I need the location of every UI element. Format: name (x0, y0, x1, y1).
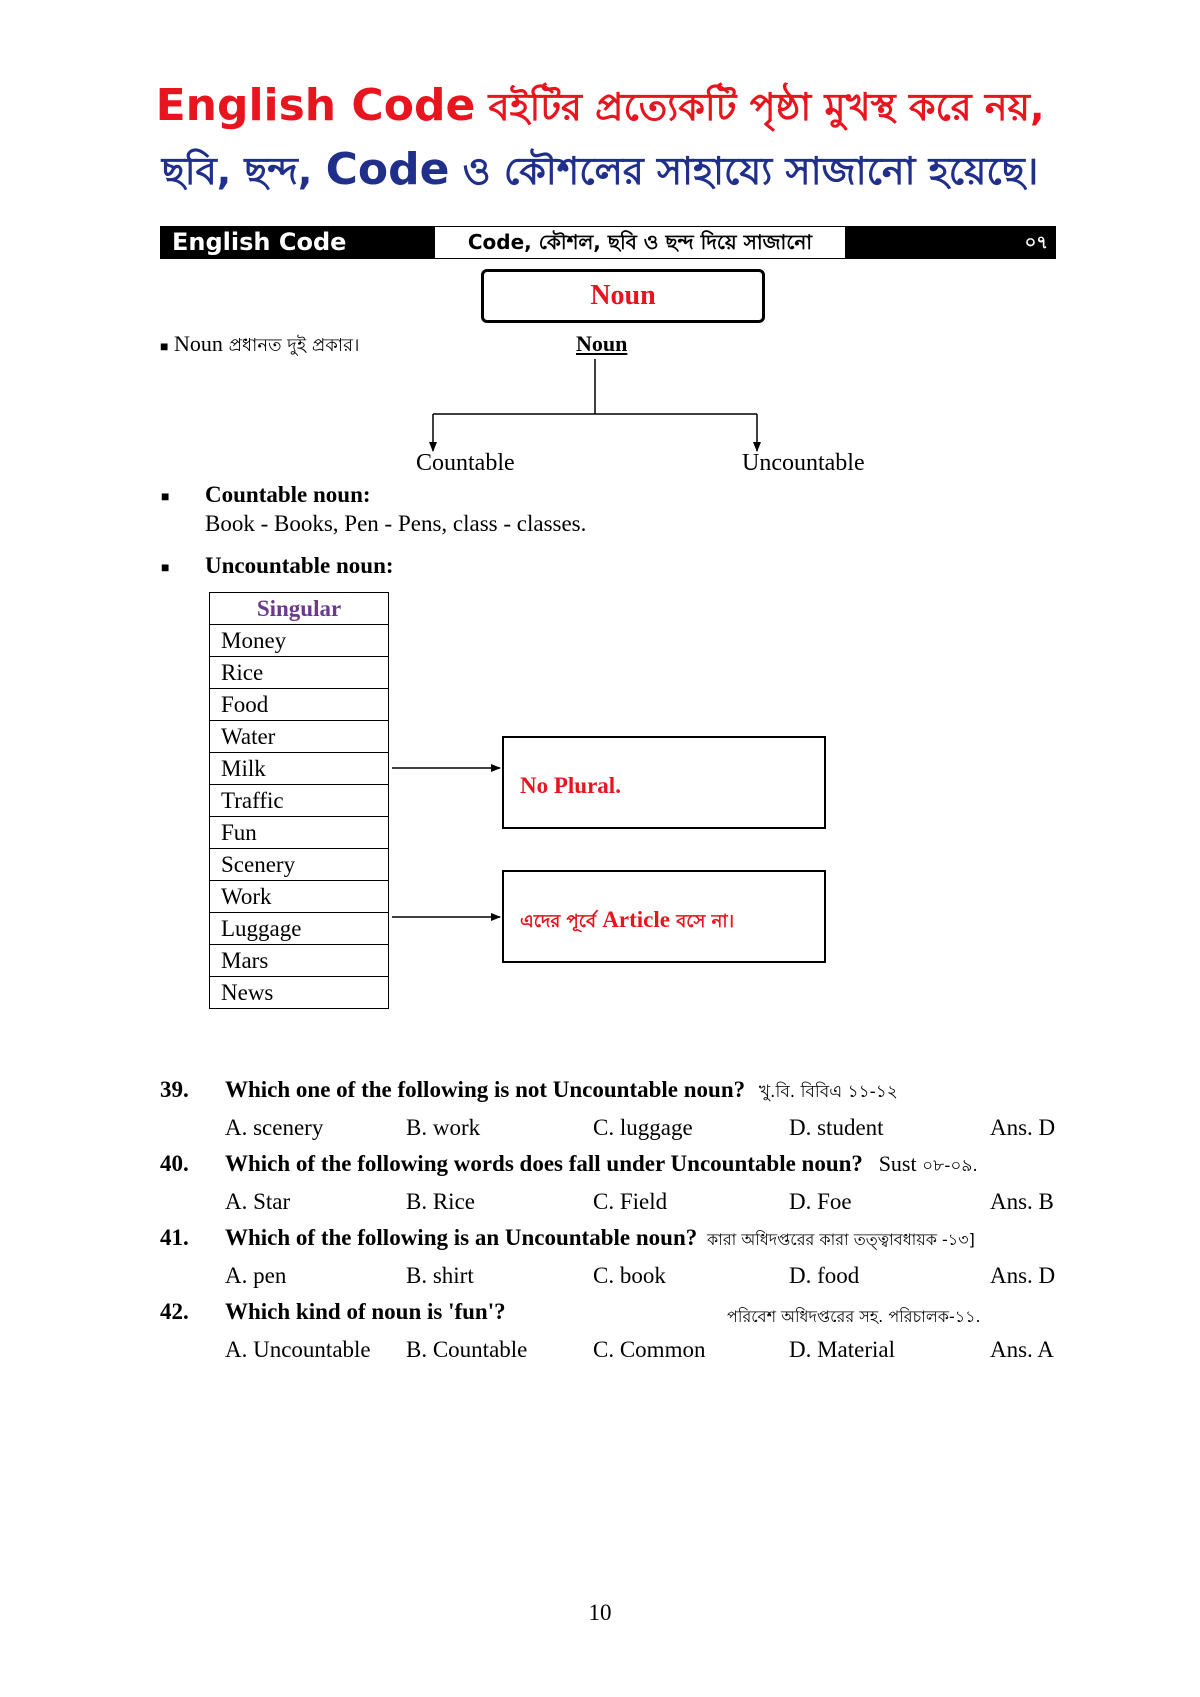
table-row: Food (210, 689, 389, 721)
question-stem: Which one of the following is not Uncountable noun? (225, 1077, 746, 1102)
question-stem: Which of the following is an Uncountable noun? (225, 1225, 698, 1250)
table-row: Traffic (210, 785, 389, 817)
no-article-text (520, 907, 734, 938)
question-stem: Which kind of noun is 'fun'? (225, 1299, 506, 1324)
promo-line2-bengali-b: ও কৌশলের সাহায্যে সাজানো হয়েছে। (449, 149, 1039, 193)
topic-title-box: Noun (481, 269, 765, 323)
banner-book-title: English Code (172, 228, 347, 256)
option-a: A. Uncountable (225, 1337, 371, 1362)
option-c: C. luggage (593, 1115, 693, 1140)
option-c: C. book (593, 1263, 666, 1288)
option-a: A. pen (225, 1263, 287, 1288)
square-bullet-icon: ■ (161, 490, 170, 505)
page-number: 10 (588, 1600, 612, 1625)
table-row: Mars (210, 945, 389, 977)
question-number: 39. (160, 1077, 189, 1102)
question-source: খু.বি. বিবিএ ১১-১২ (758, 1082, 898, 1102)
table-row: Fun (210, 817, 389, 849)
tree-left-label: Countable (416, 450, 515, 476)
table-row: Milk (210, 753, 389, 785)
option-d: D. Foe (789, 1189, 852, 1214)
question-source: কারা অধিদপ্তরের কারা তত্ত্বাবধায়ক -১৩] (706, 1230, 975, 1249)
no-article-bengali-a: এদের পূর্বে (520, 911, 603, 932)
table-row: News (210, 977, 389, 1009)
option-c: C. Field (593, 1189, 668, 1214)
option-b: B. shirt (406, 1263, 474, 1288)
question-text (225, 1299, 506, 1325)
option-d: D. food (789, 1263, 860, 1288)
table-row: Rice (210, 657, 389, 689)
intro-bengali-text: প্রধানত দুই প্রকার। (222, 335, 360, 356)
question-text (225, 1077, 898, 1107)
table-row: Luggage (210, 913, 389, 945)
promo-english-code: English Code (155, 80, 476, 131)
option-d: D. student (789, 1115, 884, 1140)
table-row: Money (210, 625, 389, 657)
countable-heading: Countable noun: (205, 482, 371, 507)
answer: Ans. B (990, 1189, 1054, 1214)
question-number: 42. (160, 1299, 189, 1324)
promo-line1-bengali: বইটির প্রত্যেকটি পৃষ্ঠা মুখস্থ করে নয়, (475, 85, 1045, 129)
countable-examples: Book - Books, Pen - Pens, class - classes. (205, 511, 587, 536)
question-text (225, 1151, 978, 1181)
answer: Ans. D (990, 1263, 1056, 1288)
singular-table-header: Singular (210, 593, 389, 625)
uncountable-heading: Uncountable noun: (205, 553, 394, 578)
table-row: Work (210, 881, 389, 913)
question-source: পরিবেশ অধিদপ্তরের সহ. পরিচালক-১১. (727, 1307, 981, 1326)
banner-subtitle: Code, কৌশল, ছবি ও ছন্দ দিয়ে সাজানো (435, 227, 845, 258)
banner-chapter-number: ০৭ (1024, 232, 1048, 253)
option-b: B. work (406, 1115, 481, 1140)
singular-table (209, 592, 389, 1009)
option-d: D. Material (789, 1337, 896, 1362)
option-b: B. Countable (406, 1337, 528, 1362)
question-source-en: Sust (878, 1151, 923, 1176)
question-source (879, 1151, 978, 1176)
question-source-bn: ০৮-০৯. (922, 1156, 978, 1176)
square-bullet-icon: ■ (160, 340, 169, 355)
question-number: 40. (160, 1151, 189, 1176)
option-b: B. Rice (406, 1189, 475, 1214)
no-article-bengali-b: বসে না। (669, 911, 735, 932)
promo-line2-bengali-a: ছবি, ছন্দ, (161, 149, 326, 193)
tree-right-label: Uncountable (742, 450, 865, 476)
no-plural-text: No Plural. (520, 773, 621, 798)
table-row: Water (210, 721, 389, 753)
option-a: A. scenery (225, 1115, 324, 1140)
square-bullet-icon: ■ (161, 561, 170, 576)
option-c: C. Common (593, 1337, 706, 1362)
intro-noun-word: Noun (173, 331, 223, 356)
no-article-english: Article (602, 907, 670, 932)
question-number: 41. (160, 1225, 189, 1250)
option-a: A. Star (225, 1189, 291, 1214)
question-stem: Which of the following words does fall under Uncountable noun? (225, 1151, 863, 1176)
tree-root-label: Noun (576, 331, 628, 356)
answer: Ans. D (990, 1115, 1056, 1140)
question-text (225, 1225, 975, 1254)
answer: Ans. A (990, 1337, 1054, 1362)
table-row: Scenery (210, 849, 389, 881)
promo-code: Code (325, 144, 450, 195)
